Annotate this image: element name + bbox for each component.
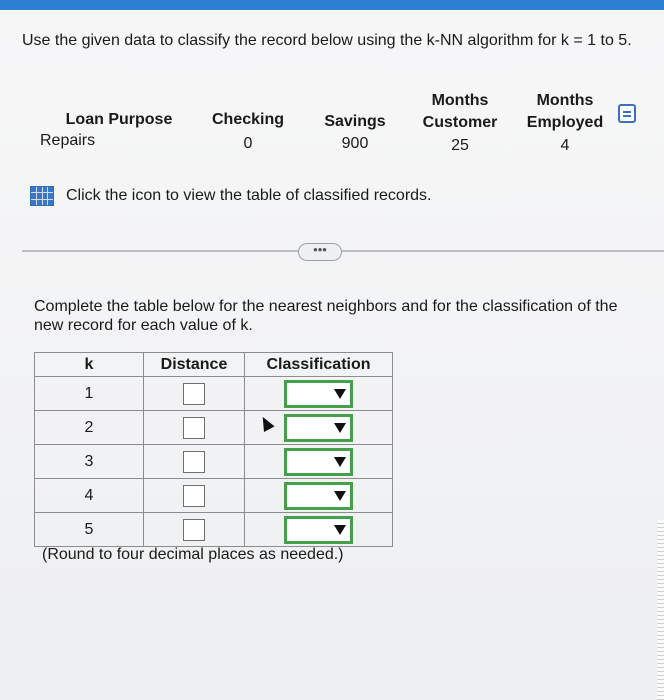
distance-input[interactable]	[183, 451, 205, 473]
table-row	[35, 411, 393, 445]
knn-table	[34, 352, 393, 547]
dropdown-arrow-icon	[334, 491, 346, 501]
k-value: 2	[35, 411, 144, 445]
distance-input[interactable]	[183, 519, 205, 541]
classification-select[interactable]	[284, 516, 353, 544]
more-button[interactable]: •••	[298, 243, 342, 261]
col-header-classification: Classification	[245, 353, 393, 377]
section-divider	[22, 250, 664, 252]
value-savings: 900	[341, 135, 369, 152]
dropdown-arrow-icon	[334, 423, 346, 433]
table-row	[35, 479, 393, 513]
instruction-text: Complete the table below for the nearest neighbors and for the classification of the new record for each value of k.	[34, 298, 618, 334]
question-panel	[0, 10, 664, 700]
k-value: 1	[35, 377, 144, 411]
classification-select[interactable]	[284, 414, 353, 442]
k-value: 5	[35, 513, 144, 547]
dropdown-arrow-icon	[334, 525, 346, 535]
k-value: 3	[35, 445, 144, 479]
dropdown-arrow-icon	[334, 457, 346, 467]
table-row	[35, 513, 393, 547]
distance-input[interactable]	[183, 485, 205, 507]
classified-records-link[interactable]	[30, 186, 432, 206]
table-row	[35, 445, 393, 479]
rounding-note: (Round to four decimal places as needed.)	[42, 546, 344, 563]
header-months-employed: Months Employed	[526, 92, 604, 131]
k-value: 4	[35, 479, 144, 513]
col-header-k: k	[35, 353, 144, 377]
value-loan-purpose: Repairs	[40, 132, 96, 149]
table-grid-icon[interactable]	[30, 186, 54, 206]
classification-select[interactable]	[284, 380, 353, 408]
copy-icon[interactable]	[618, 104, 636, 123]
header-months-customer: Months Customer	[422, 92, 498, 131]
header-loan-purpose: Loan Purpose	[65, 111, 173, 128]
table-header-row	[35, 353, 393, 377]
classification-select[interactable]	[284, 482, 353, 510]
table-row	[35, 377, 393, 411]
header-checking: Checking	[211, 111, 284, 128]
question-text: Use the given data to classify the record below using the k-NN algorithm for k = 1 to 5.	[22, 32, 632, 49]
header-savings: Savings	[324, 113, 386, 130]
distance-input[interactable]	[183, 383, 205, 405]
edge-ruler	[657, 520, 664, 700]
value-months-customer: 25	[451, 137, 469, 154]
value-months-employed: 4	[560, 137, 570, 154]
col-header-distance: Distance	[144, 353, 245, 377]
dropdown-arrow-icon	[334, 389, 346, 399]
value-checking: 0	[243, 135, 253, 152]
distance-input[interactable]	[183, 417, 205, 439]
classification-select[interactable]	[284, 448, 353, 476]
classified-records-link-label: Click the icon to view the table of classified records.	[66, 187, 432, 204]
top-accent-bar	[0, 0, 664, 10]
